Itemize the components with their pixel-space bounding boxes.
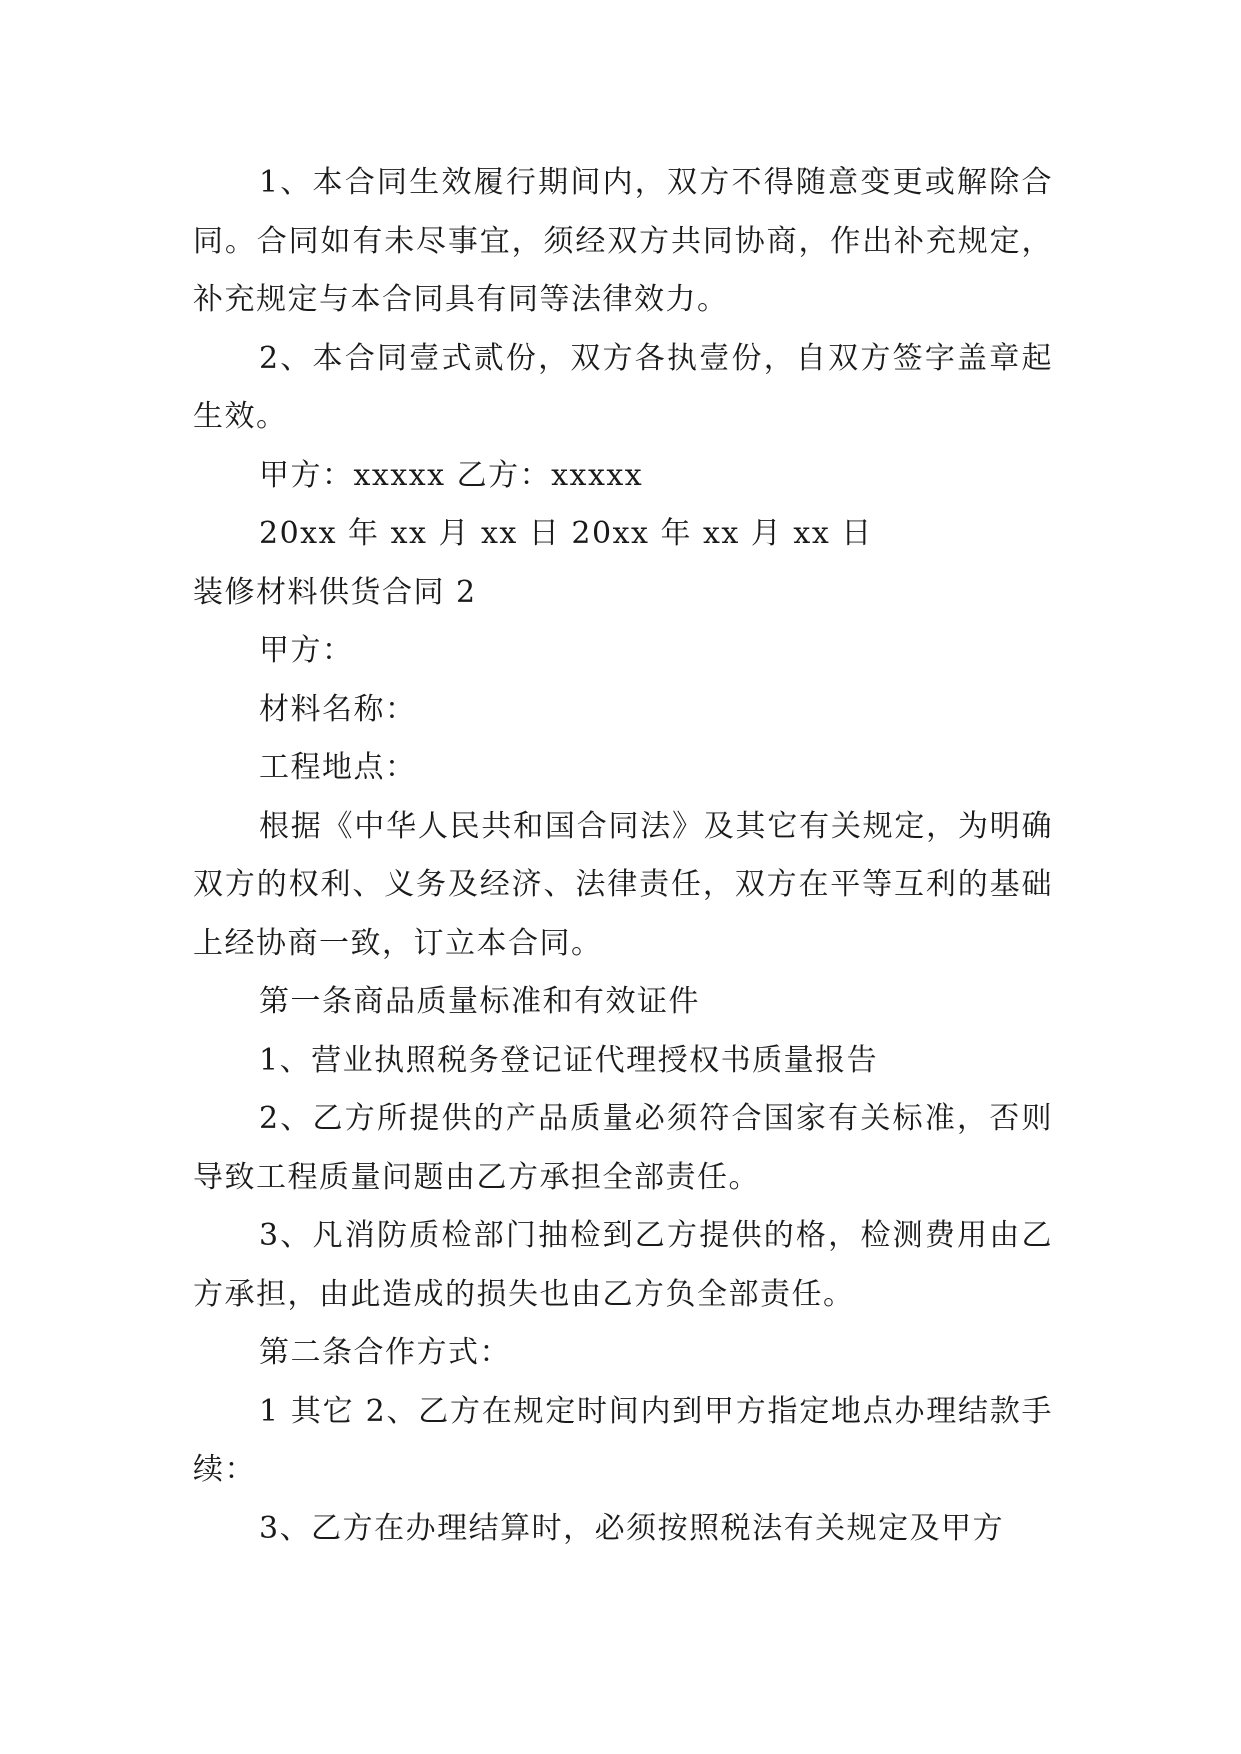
article-1-heading: 第一条商品质量标准和有效证件 <box>259 984 700 1019</box>
article-2-heading: 第二条合作方式： <box>259 1335 511 1370</box>
paragraph-clause-1: 1、本合同生效履行期间内，双方不得随意变更或解除合同。合同如有未尽事宜，须经双方共同协商，作出补充规定，补充规定与本合同具有同等法律效力。 <box>193 165 1053 317</box>
party-a-field: 甲方： <box>259 633 354 668</box>
signature-dates: 20xx 年 xx 月 xx 日 20xx 年 xx 月 xx 日 <box>259 516 873 551</box>
signature-parties: 甲方：xxxxx 乙方：xxxxx <box>259 457 644 493</box>
article-1-item-3: 3、凡消防质检部门抽检到乙方提供的格，检测费用由乙方承担，由此造成的损失也由乙方负全部责任。 <box>193 1218 1053 1312</box>
article-2-item-1-2: 1 其它 2、乙方在规定时间内到甲方指定地点办理结款手续： <box>193 1393 1053 1487</box>
material-name-field: 材料名称： <box>259 691 417 727</box>
contract-title: 装修材料供货合同 2 <box>193 574 477 610</box>
article-1-item-1: 1、营业执照税务登记证代理授权书质量报告 <box>259 1042 879 1078</box>
project-location-field: 工程地点： <box>259 750 417 785</box>
document-body <box>193 154 1053 1558</box>
preamble-paragraph: 根据《中华人民共和国合同法》及其它有关规定，为明确双方的权利、义务及经济、法律责任，双方在平等互利的基础上经协商一致，订立本合同。 <box>193 808 1053 961</box>
paragraph-clause-2: 2、本合同壹式贰份，双方各执壹份，自双方签字盖章起生效。 <box>193 340 1053 434</box>
article-1-item-2: 2、乙方所提供的产品质量必须符合国家有关标准，否则导致工程质量问题由乙方承担全部责任。 <box>193 1101 1053 1195</box>
article-2-item-3: 3、乙方在办理结算时，必须按照税法有关规定及甲方 <box>259 1510 1005 1546</box>
